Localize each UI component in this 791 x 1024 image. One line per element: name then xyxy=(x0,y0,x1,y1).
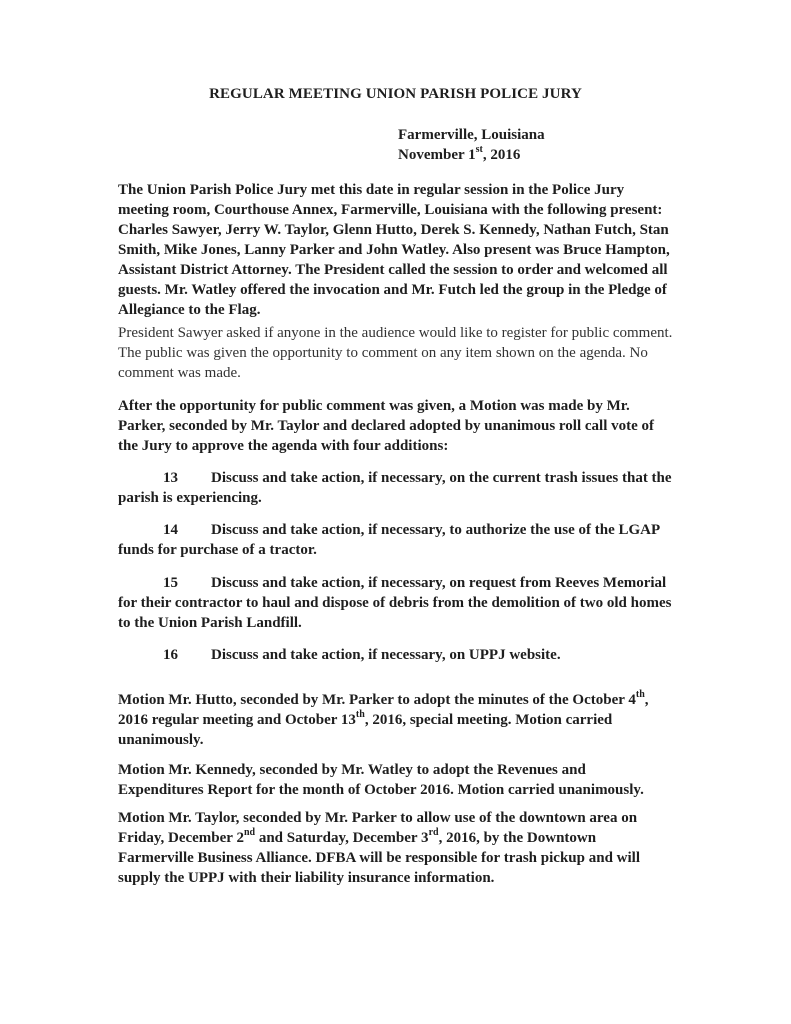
agenda-item xyxy=(118,573,673,633)
document-title: REGULAR MEETING UNION PARISH POLICE JURY xyxy=(209,86,582,102)
ordinal-suffix: nd xyxy=(243,827,256,838)
downtown-motion-text: Motion Mr. Taylor, seconded by Mr. Parker to allow use of the downtown area on Friday, December 2 xyxy=(118,810,638,846)
ordinal-suffix: th xyxy=(635,689,645,700)
downtown-motion-text: and Saturday, December 3 xyxy=(255,830,429,846)
revenues-motion-paragraph: Motion Mr. Kennedy, seconded by Mr. Watley to adopt the Revenues and Expenditures Report for the month of October 2016. Motion carried unanimously. xyxy=(118,762,644,798)
minutes-motion-text: , 2016, special meeting. Motion carried unanimously. xyxy=(118,712,613,748)
date-text: November 1 xyxy=(398,147,476,163)
minutes-motion-text: Motion Mr. Hutto, seconded by Mr. Parker to adopt the minutes of the October 4 xyxy=(118,692,636,708)
agenda-item-number: 16 xyxy=(163,647,178,663)
agenda-item-number: 14 xyxy=(163,522,178,538)
attendance-paragraph: The Union Parish Police Jury met this date in regular session in the Police Jury meeting room, Courthouse Annex, Farmerville, Louisiana with the following present: Charles Sawyer, Jerry W. Taylor, Glenn Hutto, Derek S. Kennedy, Nathan Futch, Stan Smith, Mike Jones, Lanny Parker and John Watley. Also present was Bruce Hampton, Assistant District Attorney. The President called the session to order and welcomed all guests. Mr. Watley offered the invocation and Mr. Futch led the group in the Pledge of Allegiance to the Flag. xyxy=(118,182,670,318)
agenda-motion-paragraph: After the opportunity for public comment was given, a Motion was made by Mr. Parker, seconded by Mr. Taylor and declared adopted by unanimous roll call vote of the Jury to approve the agenda with four additions: xyxy=(118,398,655,454)
downtown-motion-text: , 2016, by the Downtown Farmerville Business Alliance. DFBA will be responsible for trash pickup and will supply the UPPJ with their liability insurance information. xyxy=(118,830,640,886)
ordinal-suffix: th xyxy=(355,709,365,720)
agenda-item-number: 15 xyxy=(163,575,178,591)
date-ordinal: st xyxy=(475,144,483,155)
agenda-item-text: Discuss and take action, if necessary, on UPPJ website. xyxy=(211,647,561,663)
public-comment-paragraph: President Sawyer asked if anyone in the audience would like to register for public comment. The public was given the opportunity to comment on any item shown on the agenda. No comment was made. xyxy=(118,325,673,381)
ordinal-suffix: rd xyxy=(428,827,439,838)
agenda-item-text: Discuss and take action, if necessary, on the current trash issues that the parish is experiencing. xyxy=(118,470,672,506)
meeting-location: Farmerville, Louisiana xyxy=(398,127,545,143)
meeting-place-date xyxy=(398,125,545,165)
agenda-item xyxy=(118,645,673,665)
date-year: , 2016 xyxy=(482,147,521,163)
agenda-item-text: Discuss and take action, if necessary, to authorize the use of the LGAP funds for purchase of a tractor. xyxy=(118,522,660,558)
agenda-item-number: 13 xyxy=(163,470,178,486)
agenda-item-text: Discuss and take action, if necessary, on request from Reeves Memorial for their contractor to haul and dispose of debris from the demolition of two old homes to the Union Parish Landfill. xyxy=(118,575,672,631)
meeting-date xyxy=(398,145,545,165)
agenda-item xyxy=(118,468,673,508)
minutes-motion-text: , 2016 regular meeting and October 13 xyxy=(118,692,649,728)
minutes-motion-paragraph xyxy=(118,690,673,750)
agenda-item xyxy=(118,520,673,560)
downtown-motion-paragraph xyxy=(118,808,673,888)
